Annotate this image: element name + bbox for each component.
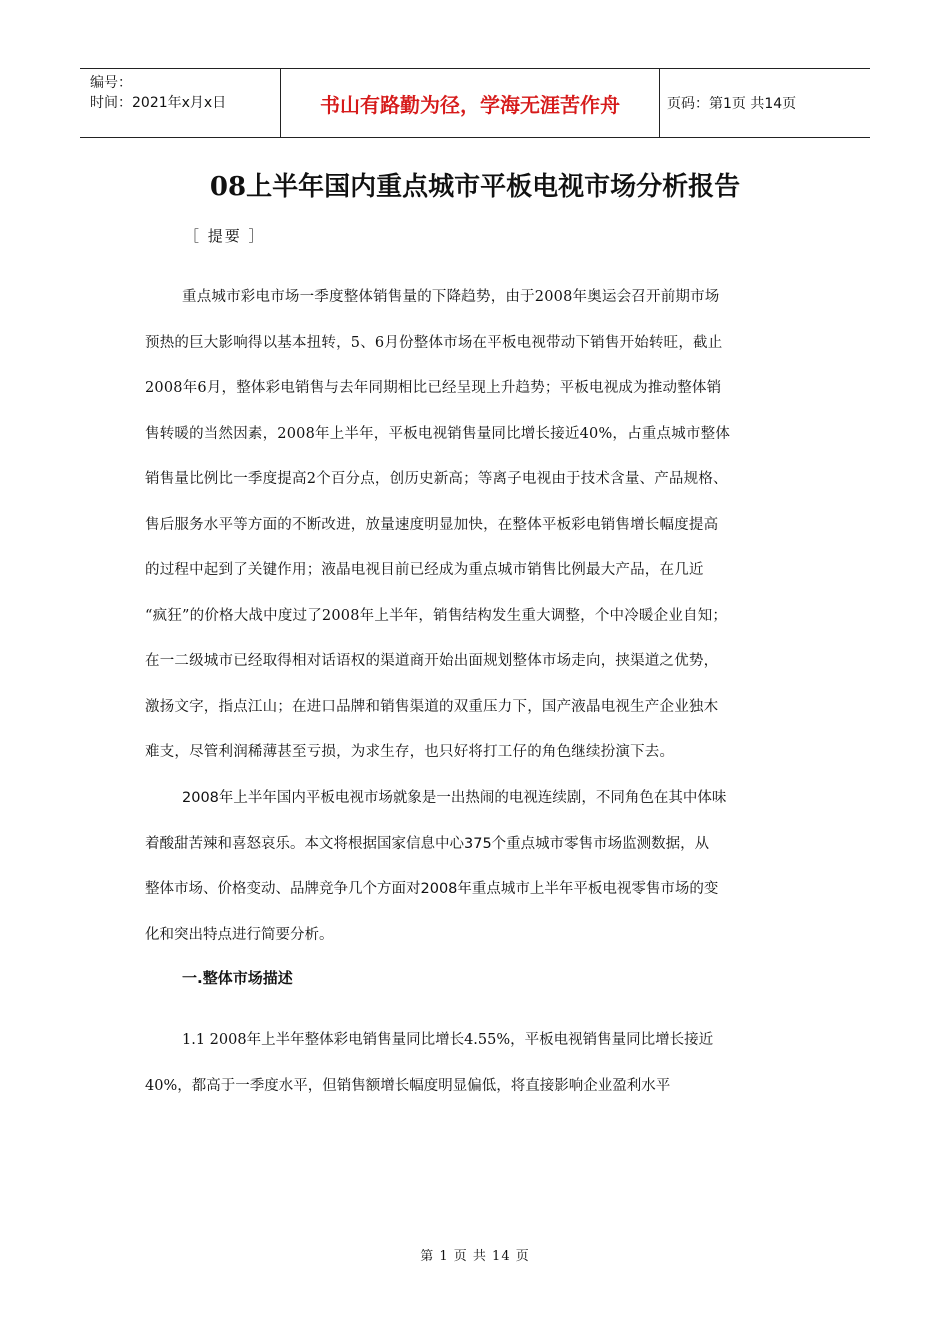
paragraph-line: 销售量比例比一季度提高2个百分点，创历史新高；等离子电视由于技术含量、产品规格、 [145, 471, 728, 487]
paragraph-line: 整体市场、价格变动、品牌竞争几个方面对2008年重点城市上半年平板电视零售市场的变 [145, 881, 719, 897]
intro-paragraph [145, 776, 810, 958]
abstract-paragraph [145, 275, 810, 776]
paragraph-line: “疯狂”的价格大战中度过了2008年上半年，销售结构发生重大调整，个中冷暖企业自知； [145, 607, 728, 624]
paragraph-line: 40%，都高于一季度水平，但销售额增长幅度明显偏低，将直接影响企业盈利水平 [145, 1077, 671, 1094]
paragraph-line: 1.1 2008年上半年整体彩电销售量同比增长4.55%，平板电视销售量同比增长接近 [182, 1032, 714, 1048]
paragraph-line: 的过程中起到了关键作用；液晶电视目前已经成为重点城市销售比例最大产品，在几近 [145, 562, 704, 578]
paragraph-line: 难支，尽管利润稀薄甚至亏损，为求生存，也只好将打工仔的角色继续扮演下去。 [145, 744, 675, 760]
paragraph-line: 售转暖的当然因素，2008年上半年，平板电视销售量同比增长接近40%，占重点城市整体 [145, 425, 731, 442]
paragraph-line: 化和突出特点进行简要分析。 [145, 926, 334, 943]
paragraph-line: 2008年6月，整体彩电销售与去年同期相比已经呈现上升趋势；平板电视成为推动整体销 [145, 380, 722, 396]
paragraph-line: 售后服务水平等方面的不断改进，放量速度明显加快，在整体平板彩电销售增长幅度提高 [145, 516, 719, 533]
header-page-info: 页码：第1页 共14页 [667, 96, 797, 112]
paragraph-line: 在一二级城市已经取得相对话语权的渠道商开始出面规划整体市场走向，挟渠道之优势， [145, 653, 719, 669]
section-heading: 一.整体市场描述 [182, 969, 293, 987]
document-number-label: 编号： [90, 75, 132, 91]
document-title: 08上半年国内重点城市平板电视市场分析报告 [209, 172, 741, 202]
header-motto: 书山有路勤为径，学海无涯苦作舟 [280, 69, 660, 137]
paragraph-line: 2008年上半年国内平板电视市场就象是一出热闹的电视连续剧，不同角色在其中体味 [182, 790, 727, 806]
paragraph-line: 着酸甜苦辣和喜怒哀乐。本文将根据国家信息中心375个重点城市零售市场监测数据，从 [145, 835, 710, 852]
paragraph-line: 重点城市彩电市场一季度整体销售量的下降趋势，由于2008年奥运会召开前期市场 [182, 289, 720, 305]
paragraph-line: 激扬文字，指点江山；在进口品牌和销售渠道的双重压力下，国产液晶电视生产企业独木 [145, 698, 719, 715]
abstract-label: ［ 提要 ］ [184, 227, 266, 245]
document-date-label: 时间：2021年x月x日 [90, 95, 227, 111]
paragraph-line: 预热的巨大影响得以基本扭转，5、6月份整体市场在平板电视带动下销售开始转旺，截止 [145, 334, 723, 351]
header-left-cell [80, 69, 280, 137]
section-paragraph [145, 1018, 810, 1109]
page-footer: 第 1 页 共 14 页 [420, 1249, 530, 1264]
page-header [80, 68, 870, 138]
